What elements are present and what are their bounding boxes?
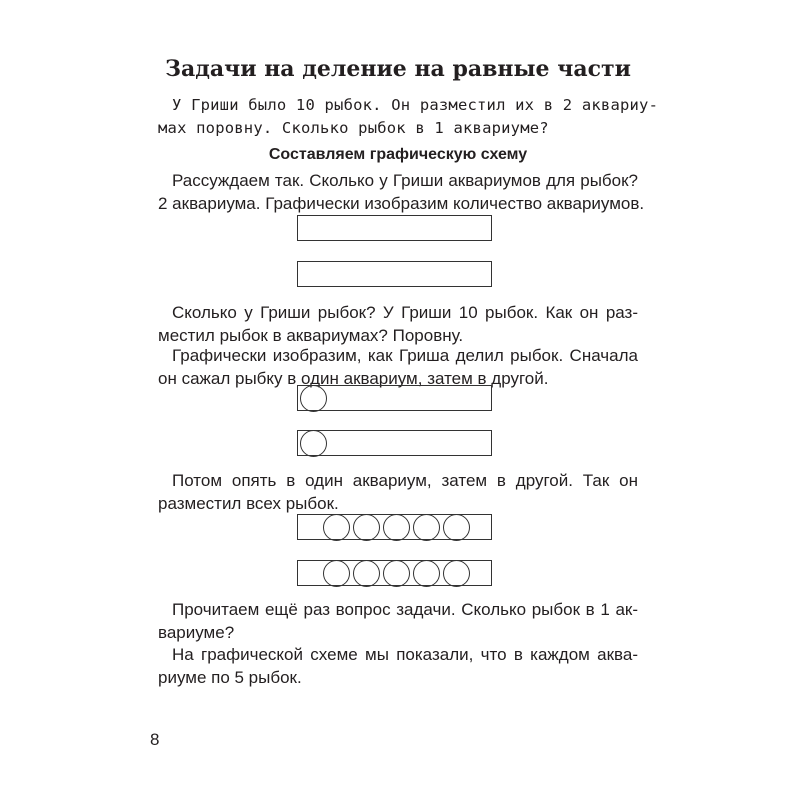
aquarium-box — [297, 514, 492, 540]
aquarium-box — [297, 261, 492, 287]
section-subtitle: Составляем графическую схему — [268, 146, 528, 163]
p4-line-1: Потом опять в один аквариум, затем в другой. Так он — [172, 471, 638, 490]
fish-circle — [383, 514, 410, 541]
aquarium-box — [297, 430, 492, 456]
page-title: Задачи на деление на равные части — [165, 56, 631, 82]
aquarium-box — [297, 385, 492, 411]
fish-circle — [300, 430, 327, 457]
fish-circle — [413, 560, 440, 587]
fish-circle — [443, 514, 470, 541]
fish-circle — [353, 514, 380, 541]
p2-line-1: Сколько у Гриши рыбок? У Гриши 10 рыбок. Как он раз- — [172, 303, 638, 322]
p2-line-2: местил рыбок в аквариумах? Поровну. — [158, 326, 464, 345]
p1-line-2: 2 аквариума. Графически изобразим количество аквариумов. — [158, 194, 645, 213]
p3-line-1: Графически изобразим, как Гриша делил рыбок. Сначала — [172, 346, 638, 365]
p3-line-2: он сажал рыбку в один аквариум, затем в другой. — [158, 369, 549, 388]
aquarium-box — [297, 560, 492, 586]
p1-line-1: Рассуждаем так. Сколько у Гриши аквариумов для рыбок? — [172, 171, 638, 190]
fish-circle — [300, 385, 327, 412]
p6-line-2: риуме по 5 рыбок. — [158, 668, 302, 687]
problem-line-2: мах поровну. Сколько рыбок в 1 аквариуме? — [158, 119, 549, 137]
fish-circle — [353, 560, 380, 587]
fish-circle — [323, 560, 350, 587]
p5-line-2: вариуме? — [158, 623, 235, 642]
fish-circle — [383, 560, 410, 587]
fish-circle — [323, 514, 350, 541]
page-number: 8 — [150, 730, 160, 749]
p5-line-1: Прочитаем ещё раз вопрос задачи. Сколько рыбок в 1 ак- — [172, 600, 638, 619]
fish-circle — [413, 514, 440, 541]
p6-line-1: На графической схеме мы показали, что в каждом аква- — [172, 645, 638, 664]
aquarium-box — [297, 215, 492, 241]
p4-line-2: разместил всех рыбок. — [158, 494, 339, 513]
fish-circle — [443, 560, 470, 587]
problem-line-1: У Гриши было 10 рыбок. Он разместил их в 2 аквариу- — [172, 96, 659, 114]
